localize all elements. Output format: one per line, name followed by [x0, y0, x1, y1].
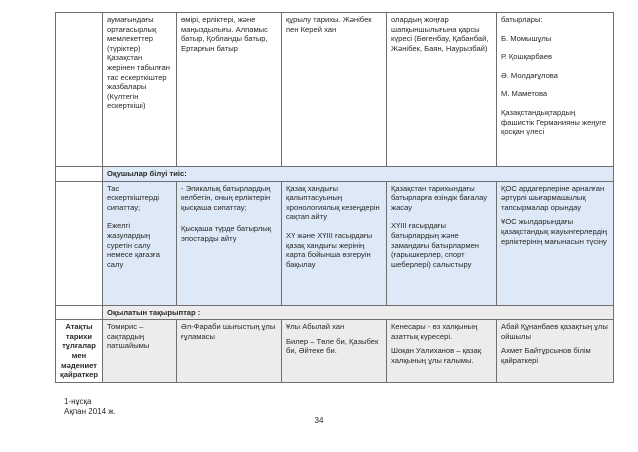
cell-line: - Эпикалық батырлардың келбетін, оның ерліктерін қысқаша сипаттау; — [181, 183, 271, 212]
cell-line: Ұлы Абылай хан — [286, 322, 345, 332]
curriculum-table — [55, 12, 614, 383]
table-row — [56, 13, 614, 167]
table-cell — [103, 181, 177, 305]
table-cell — [497, 320, 614, 383]
cell-line: Шоқан Уалиханов – қазақ халқының ұлы ғалымы. — [391, 346, 482, 365]
row-label: Атақты тарихи тұлғалар мен мәдениет қайраткер — [56, 320, 103, 383]
topics-header: Оқылатын тақырыптар : — [103, 305, 614, 320]
cell-line: Ахмет Байтұрсынов білім қайраткері — [501, 346, 591, 365]
section-header-row — [56, 305, 614, 320]
table-cell: олардың жоңғар шапқыншылығына қарсы күресі (Бөгенбау, Қабанбай, Жәнібек, Баян, Наурызбай) — [387, 13, 497, 167]
version-line: 1-нұсқа — [64, 397, 92, 406]
table-row — [56, 320, 614, 383]
table-cell: Әл-Фараби шығыстың ұлы ғұламасы — [177, 320, 282, 383]
cell-line: ҰОС жылдарындағы қазақстандық жауынгерлердің ерліктерінің мағынасын түсіну — [501, 217, 607, 246]
cell-line: Қазақстандықтардың фашистік Германияны жеңуге қосқан үлесі — [501, 107, 607, 137]
cell-line: М. Маметова — [501, 89, 548, 99]
row-label-empty — [56, 305, 103, 320]
cell-line: ҚОС ардагерлеріне арналған әртүрлі шығармашылық тапсырмалар орындау — [501, 183, 605, 212]
skills-header: Оқушылар білуі тиіс: — [103, 167, 614, 182]
table-cell: өмірі, ерліктері, және маңыздылығы. Алпамыс батыр, Қобланды батыр, Ертарғын батыр — [177, 13, 282, 167]
cell-line: Билер – Төле би, Қазыбек би, Әйтеке би. — [286, 336, 379, 356]
cell-line: Ә. Молдағұлова — [501, 70, 558, 80]
table-cell — [282, 320, 387, 383]
version-note — [64, 397, 116, 417]
section-header-row — [56, 167, 614, 182]
cell-line: Ежелгі жазулардың суретін салу немесе қағазға салу — [107, 221, 160, 269]
cell-line: Кенесары - өз халқының азаттық күресері. — [391, 322, 478, 341]
row-label-empty — [56, 13, 103, 167]
table-cell — [497, 13, 614, 167]
table-cell — [282, 181, 387, 305]
cell-line: батырлары: — [501, 15, 543, 24]
table-row — [56, 181, 614, 305]
cell-line: Б. Момышұлы — [501, 33, 552, 43]
date-line: Ақпан 2014 ж. — [64, 407, 116, 416]
cell-line: ХҮ және ХҮІІІ ғасырдағы қазақ хандығы жерінің карта бойынша өзгеруін бақылау — [286, 230, 373, 269]
row-label-empty — [56, 167, 103, 182]
cell-line: ХҮІІІ ғасырдағы батырлардың және замандағы батырлармен (ғарышкерлер, спорт шеберлері) салыстыру — [391, 221, 479, 269]
table-cell — [177, 181, 282, 305]
table-cell — [497, 181, 614, 305]
cell-line: Қысқаша түрде батырлық эпостарды айту — [181, 224, 272, 243]
cell-line: Қазақстан тарихындағы батырларға өзіндік бағалау жасау — [391, 183, 488, 212]
cell-line: Қазақ хандығы қалыптасуының хронологиялық кезеңдерін сақтап айту — [286, 183, 380, 222]
page-number: 34 — [314, 416, 324, 425]
row-label-empty — [56, 181, 103, 305]
table-cell: құрылу тарихы. Жәнібек пен Керей хан — [282, 13, 387, 167]
cell-line: Тас ескерткіштерді сипаттау; — [107, 183, 160, 212]
cell-line: Р. Қошқарбаев — [501, 52, 553, 62]
table-cell — [387, 181, 497, 305]
table-cell — [387, 320, 497, 383]
table-cell: Томирис – сақтардың патшайымы — [103, 320, 177, 383]
cell-line: Абай Құнанбаев қазақтың ұлы ойшылы — [501, 322, 608, 341]
table-cell: аумағындағы ортағасырлық мемлекеттер (түріктер) Қазақстан жерінен табылған тас ескерткіштер жазбалары (Күлтегін ескерткіші) — [103, 13, 177, 167]
